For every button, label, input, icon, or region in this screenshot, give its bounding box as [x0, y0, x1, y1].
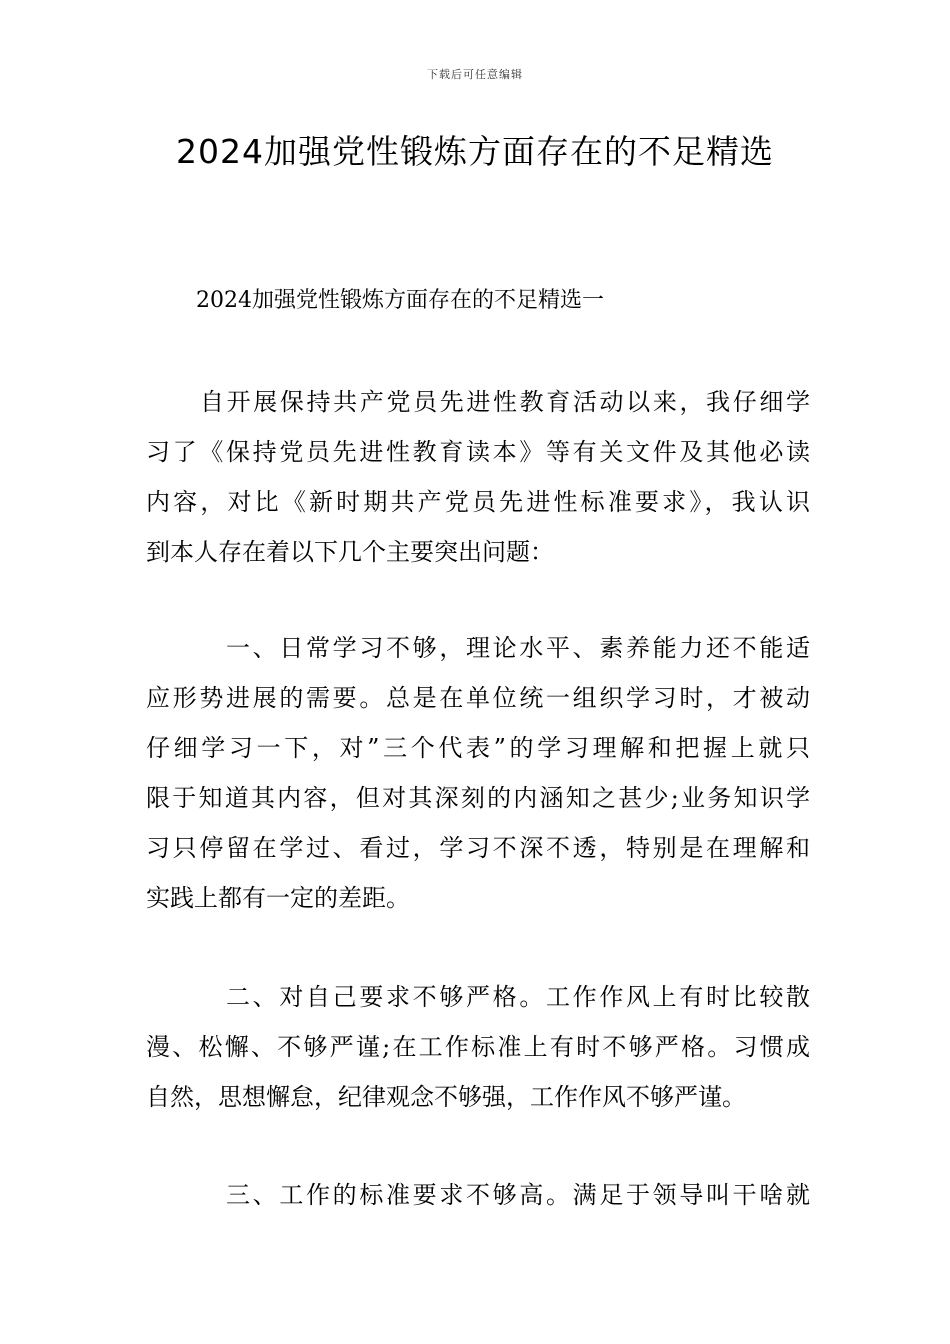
paragraph-point-one [146, 623, 810, 923]
paragraph-line: 三、工作的标准要求不够高。满足于领导叫干啥就 [226, 1181, 810, 1209]
paragraph-line: 限于知道其内容，但对其深刻的内涵知之甚少;业务知识学 [146, 784, 810, 812]
paragraph-line: 到本人存在着以下几个主要突出问题： [146, 538, 554, 566]
paragraph-line: 自然，思想懈怠，纪律观念不够强，工作作风不够严谨。 [146, 1083, 746, 1111]
paragraph-point-three [146, 1170, 810, 1220]
paragraph-line: 内容，对比《新时期共产党员先进性标准要求》，我认识 [146, 488, 810, 516]
paragraph-line: 习了《保持党员先进性教育读本》等有关文件及其他必读 [146, 438, 810, 466]
header-note: 下载后可任意编辑 [427, 68, 523, 81]
paragraph-point-two [146, 972, 810, 1122]
paragraph-line: 自开展保持共产党员先进性教育活动以来，我仔细学 [200, 388, 810, 416]
document-title: 2024加强党性锻炼方面存在的不足精选 [176, 132, 774, 171]
paragraph-line: 一、日常学习不够，理论水平、素养能力还不能适 [226, 634, 810, 662]
paragraph-line: 二、对自己要求不够严格。工作作风上有时比较散 [226, 983, 810, 1011]
paragraph-line: 实践上都有一定的差距。 [146, 884, 410, 912]
paragraph-line: 应形势进展的需要。总是在单位统一组织学习时，才被动 [146, 684, 810, 712]
paragraph-intro [146, 377, 810, 577]
paragraph-line: 习只停留在学过、看过，学习不深不透，特别是在理解和 [146, 834, 810, 862]
paragraph-line: 仔细学习一下，对”三个代表”的学习理解和把握上就只 [146, 734, 810, 762]
section-subtitle: 2024加强党性锻炼方面存在的不足精选一 [196, 288, 604, 313]
paragraph-line: 漫、松懈、不够严谨;在工作标准上有时不够严格。习惯成 [146, 1033, 810, 1061]
